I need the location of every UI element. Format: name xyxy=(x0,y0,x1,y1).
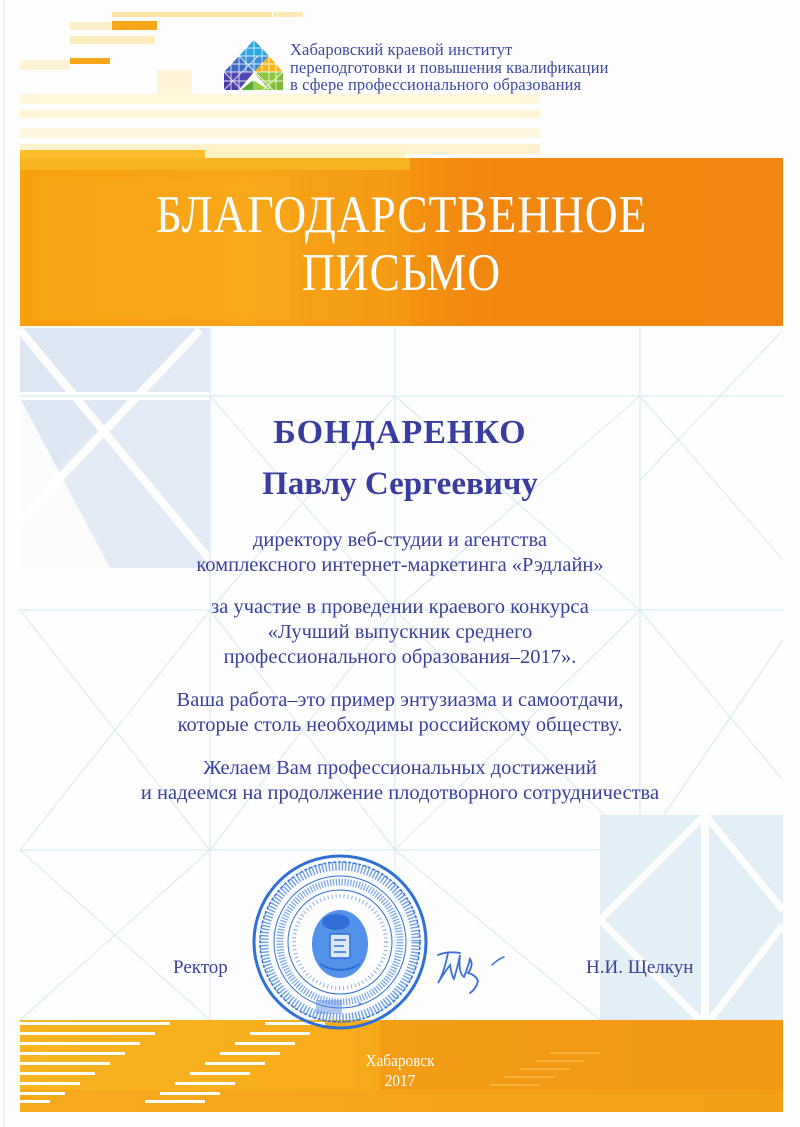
text-line: которые столь необходимы российскому обществу. xyxy=(177,714,623,736)
svg-text:*: * xyxy=(358,1001,362,1010)
footer-location xyxy=(0,1051,800,1091)
issue-year: 2017 xyxy=(384,1071,416,1090)
wishes-paragraph xyxy=(0,756,800,806)
text-line: и надеемся на продолжение плодотворного сотрудничества xyxy=(140,782,660,804)
institute-name-line: Хабаровский краевой институт xyxy=(290,40,513,59)
praise-paragraph xyxy=(0,688,800,738)
award-reason xyxy=(0,595,800,670)
text-line: Ваша работа–это пример энтузиазма и самоотдачи, xyxy=(176,689,624,711)
title-line-1: БЛАГОДАРСТВЕННОЕ xyxy=(155,186,648,244)
official-round-stamp-icon xyxy=(250,852,430,1032)
city-name: Хабаровск xyxy=(365,1051,435,1070)
text-line: комплексного интернет-маркетинга «Рэдлайн» xyxy=(196,554,604,576)
document-title xyxy=(73,186,729,302)
text-line: директору веб-студии и агентства xyxy=(252,529,548,551)
text-line: профессионального образования–2017». xyxy=(223,646,577,668)
recipient-given-names: Павлу Сергеевичу xyxy=(262,466,538,502)
handwritten-signature-icon xyxy=(430,935,520,995)
text-line: Желаем Вам профессиональных достижений xyxy=(203,757,597,779)
institute-name-line: в сфере профессионального образования xyxy=(290,75,582,94)
house-mosaic-logo-icon xyxy=(223,38,285,94)
recipient-position xyxy=(0,528,800,578)
institute-name-line: переподготовки и повышения квалификации xyxy=(290,57,609,77)
text-line: «Лучший выпускник среднего xyxy=(267,621,533,643)
institute-name xyxy=(290,41,609,94)
text-line: за участие в проведении краевого конкурса xyxy=(211,596,589,618)
recipient-surname: БОНДАРЕНКО xyxy=(273,414,527,451)
signer-name: Н.И. Щелкун xyxy=(586,957,694,978)
signer-role: Ректор xyxy=(173,957,228,978)
title-line-2: ПИСЬМО xyxy=(301,244,502,302)
